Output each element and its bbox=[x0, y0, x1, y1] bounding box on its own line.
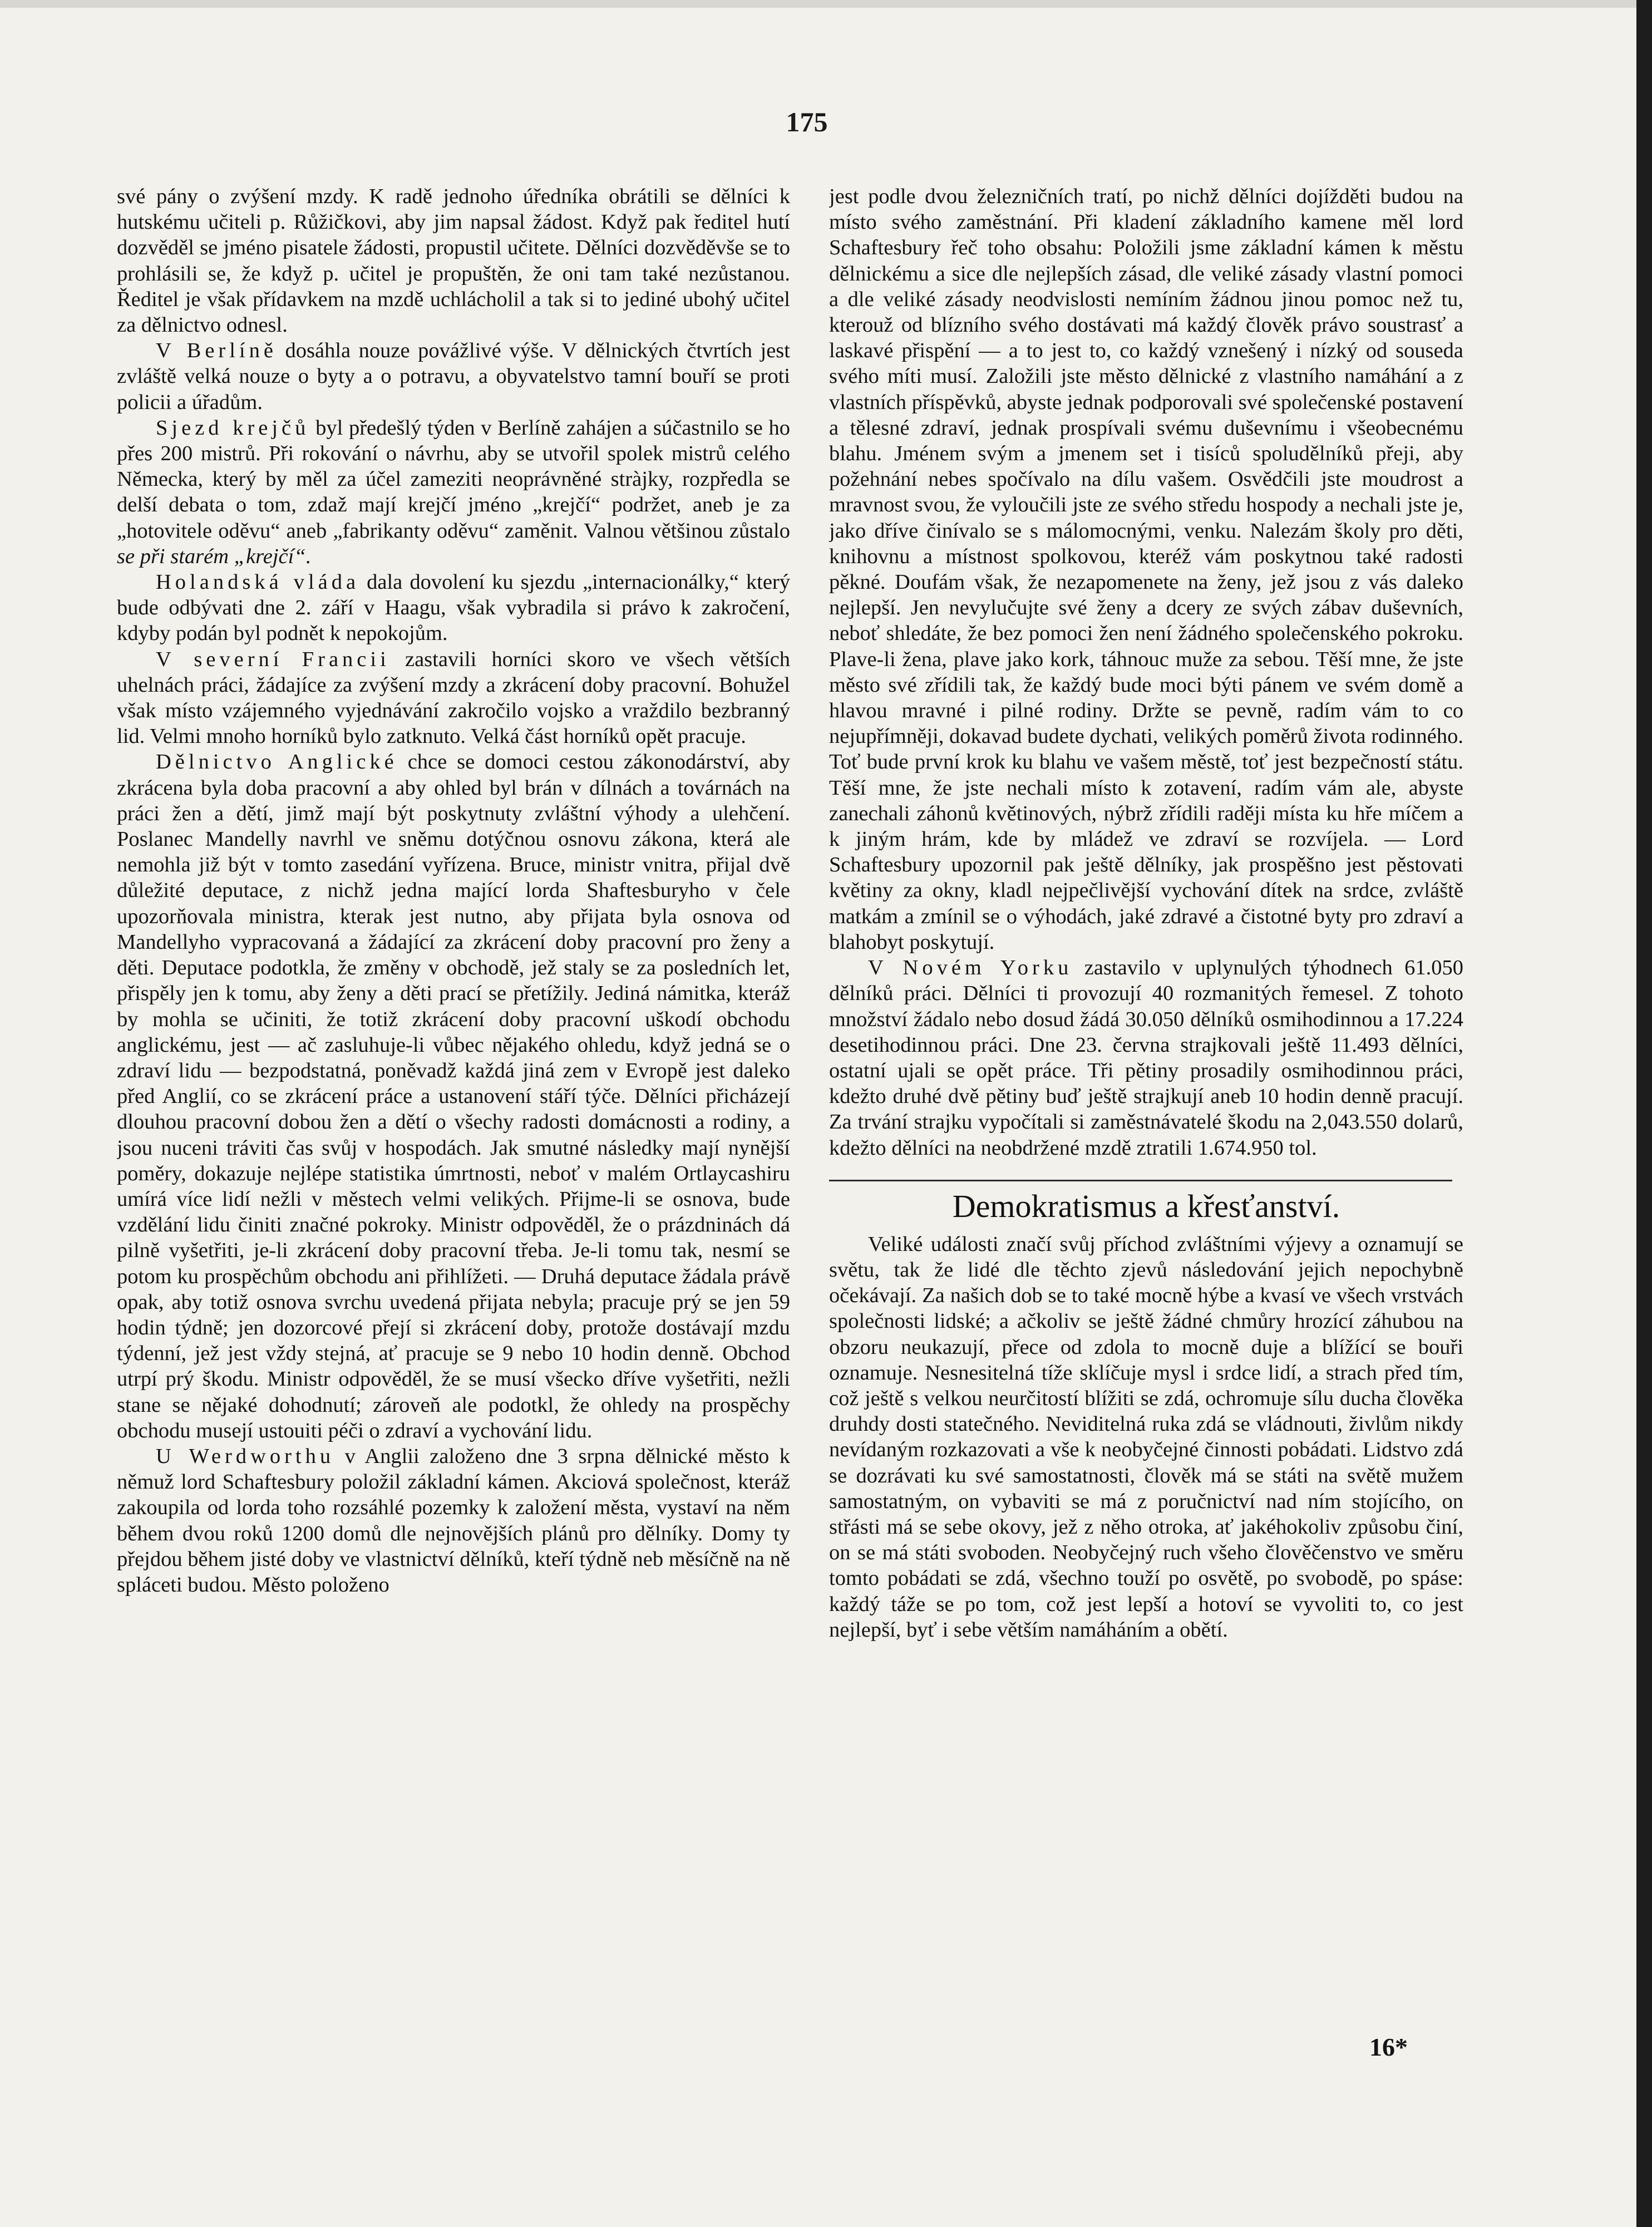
paragraph-text: zastavilo v uplynulých týhodnech 61.050 dělníků práci. Dělníci ti provozují 40 rozmanitých řemesel. Z tohoto množství žádalo nebo dosud žádá 30.050 dělníků osmihodinnou a 17.224 desetihodinnou práci. Dne 23. června strajkovali ještě 11.493 dělníci, ostatní ujali se opět práce. Tři pětiny prosadily osmihodinnou práci, kdežto druhé dvě pětiny buď ještě strajkují aneb 10 hodin denně pracují. Za trvání strajku vypočítali si zaměstnávatelé škodu na 2,043.550 dolarů, kdežto dělníci na neobdržené mzdě ztratili 1.674.950 tol. bbox=[829, 956, 1463, 1160]
signature-mark: 16* bbox=[1369, 2033, 1408, 2061]
paragraph-lead: V Novém Yorku bbox=[868, 956, 1073, 980]
paragraph-text: byl předešlý týden v Berlíně zahájen a súčastnilo se ho přes 200 mistrů. Při rokování o návrhu, aby se utvořil spolek mistrů celého Německa, který by měl za účel zameziti neoprávněné stràjky, rozpředla se delší debata o tom, zdaž mají krejčí jméno „krejčí“ podržet, aneb je za „hotovitele oděvu“ aneb „fabrikanty oděvu“ zaměnit. Valnou většinou zůstalo bbox=[117, 416, 790, 543]
paragraph-lead: V Berlíně bbox=[156, 339, 277, 363]
page-number: 175 bbox=[786, 106, 828, 137]
paragraph-text: dosáhla nouze povážlivé výše. V dělnických čtvrtích jest zvláště velká nouze o byty a o potravu, a obyvatelstvo tamní bouří se proti policii a úřadům. bbox=[117, 339, 790, 414]
paragraph-text: dala dovolení ku sjezdu „internacionálky,“ který bude odbývati dne 2. září v Haagu, však vybradila si právo k zakročení, kdyby podán byl podnět k nepokojům. bbox=[117, 570, 790, 646]
section-divider bbox=[829, 1180, 1452, 1181]
paragraph bbox=[117, 647, 790, 750]
paragraph: jest podle dvou železničních tratí, po nichž dělníci dojížděti budou na místo svého zaměstnání. Při kladení základního kamene měl lord Schaftesbury řeč toho obsahu: Položili jsme základní kámen k městu dělnickému a sice dle nejlepších zásad, dle veliké zásady vlastní pomoci a dle veliké zásady neodvislosti nemíním žádnou jinou pomoc než tu, kterouž od blízního svého dostávati má každý člověk právo soustrasť a laskavé přispění — a to jest to, co každý vznešený i nízký od souseda svého míti musí. Založili jste město dělnické z vlastního namáhání a z vlastních příspěvků, abyste jednak podporovali své společenské postavení a tělesné zdraví, jednak prospívali svému duševnímu i všeobecnému blahu. Jménem svým a jmenem set i tisíců spoludělníků přeji, aby požehnání nebes spočívalo na dílu vašem. Osvědčili jste moudrost a mravnost svou, že vyloučili jste ze svého středu hospody a nechali jste je, jako dříve činívalo se s málomocnými, venku. Nalezám školy pro děti, knihovnu a místnost spolkovou, kteréž vám poskytnou také radosti pěkné. Doufám však, že nezapomenete na ženy, jež jsou z vás daleko nejlepší. Jen nevylučujte své ženy a dcery ze svých zábav duševních, neboť shledáte, že bez pomoci žen není žádného společenského pokroku. Plave-li žena, plave jako kork, táhnouc muže za sebou. Těší mne, že jste město své zřídili tak, že každý bude moci býti pánem ve svém domě a hlavou mravné i pilné rodiny. Držte se pevně, radím vám to co nejupřímněji, dokavad budete dychati, velikých poměrů života rodinného. Toť bude první krok ku blahu ve vašem městě, toť jest bezpečností státu. Těší mne, že jste nechali místo k zotavení, radím vám ale, abyste zanechali záhonů květinových, nýbrž zřídili raději místa ku hře míčem a k jiným hrám, kde by mládež ve zdraví se rozvíjela. — Lord Schaftesbury upozornil pak ještě dělníky, jak prospěšno jest pěstovati květiny za okny, kladl nejpečlivější vychování dítek na srdce, zvláště matkám a zmínil se o výhodách, jaké zdravé a čistotné byty pro zdraví a blahobyt poskytují. bbox=[829, 185, 1463, 954]
paragraph bbox=[117, 749, 790, 1443]
paragraph-lead: V severní Francii bbox=[156, 647, 390, 671]
article-title: Demokratismus a křesťanství. bbox=[952, 1188, 1340, 1224]
scan-edge-top bbox=[0, 0, 1652, 8]
paragraph-lead: Sjezd krejčů bbox=[156, 416, 310, 440]
paragraph bbox=[829, 955, 1463, 1161]
paragraph bbox=[117, 569, 790, 647]
article-body: Veliké události značí svůj příchod zvláštními výjevy a oznamují se světu, tak že lidé dle těchto zjevů následování jejich nepochybně očekávají. Za našich dob se to také mocně hýbe a kvasí ve všech vrstvách společnosti lidské; a ačkoliv se ještě žádné chmůry hrozící záhubou na obzoru neukazují, přece od zdola to mocně duje a blížící se bouři oznamuje. Nesnesitelná tíže sklíčuje mysl i srdce lidí, a strach před tím, což ještě s velkou neurčitostí blížiti se zdá, ochromuje sílu ducha člověka druhdy dosti statečného. Neviditelná ruka zdá se vládnouti, živlům nikdy nevídaným rozkazovati a vše k neobyčejné činnosti pobádati. Lidstvo zdá se dozrávati ku své samostatnosti, člověk má se státi na světě mužem samostatným, on vybaviti se má z poručnictví nad ním stojícího, on střásti má se sebe okovy, jež z něho otroka, ať jakéhokoliv způsobu činí, on se má státi svoboden. Neobyčejný ruch všeho člověčenstvo ve směru tomto pobádati se zdá, všechno touží po osvětě, po svobodě, po spáse: každý táže se po tom, což jest lepší a hotoví se vyvoliti to, co jest nejlepší, byť i sebe větším namáháním a obětí. bbox=[829, 1232, 1463, 1642]
paragraph-text: chce se domoci cestou zákonodárství, aby zkrácena byla doba pracovní a aby ohled byl brán v dílnách a továrnách na práci žen a dětí, jimž mají být poskytnuty zvláštní výhody a ulehčení. Poslanec Mandelly navrhl ve sněmu dotýčnou osnovu zákona, která ale nemohla již být v tomto zasedání vyřízena. Bruce, ministr vnitra, přijal dvě důležité deputace, z nichž jedna mající lorda Shaftesburyho v čele upozorňovala ministra, kterak jest nutno, aby přijata byla osnova od Mandellyho vypracovaná a žádající za zkrácení doby pracovní pro ženy a děti. Deputace podotkla, že změny v obchodě, jež staly se za posledních let, přispěly jen k tomu, aby ženy a děti prací se přetížily. Jediná námitka, kteráž by mohla se učiniti, že totiž zkrácení doby pracovní uškodí obchodu anglickému, jest — ač zasluhuje-li vůbec nějakého ohledu, když jedná se o zdraví lidu — bezpodstatná, poněvadž každá jiná zem v Evropě jest daleko před Anglií, co se zkrácení práce a ustanovení stáří týče. Dělníci přicházejí dlouhou pracovní dobou žen a dětí o všechy radosti domácnosti a rodiny, a jsou nuceni tráviti čas svůj v hospodách. Jak smutné následky mají nynější poměry, dokazuje nejlépe statistika úmrtnosti, neboť v malém Ortlaycashiru umírá více lidí nežli v městech velmi velikých. Přijme-li se osnova, bude vzdělání lidu činiti značné pokroky. Ministr odpověděl, že o prázdninách dá pilně vyšetřiti, je-li zkrácení doby pracovní třeba. Je-li tomu tak, nesmí se potom ku prospěchům obchodu ani přihlížeti. — Druhá deputace žádala právě opak, aby totiž osnova svrchu uvedená přijata nebyla; pracuje prý se jen 59 hodin týdně; jen dozorcové přejí si zkrácení doby, protože dostávají mzdu týdenní, jež jest vždy stejná, ať pracuje se 9 nebo 10 hodin denně. Obchod utrpí prý škodu. Ministr odpověděl, že se musí všecko dříve vyšetřiti, nežli stane se nějaké dohodnutí; zároveň ale podotkl, že ohledy na prospěchy obchodu musejí ustouiti péči o zdraví a vychování lidu. bbox=[117, 750, 790, 1442]
left-column bbox=[117, 184, 790, 2165]
paragraph-text: v Anglii založeno dne 3 srpna dělnické město k němuž lord Schaftesbury položil základní kámen. Akciová společnost, kteráž zakoupila od lorda toho rozsáhlé pozemky k založení města, vystaví na něm během dvou roků 1200 domů dle nejnovějších plánů pro dělníky. Domy ty přejdou během jisté doby ve vlastnictví dělníků, kteří týdně neb měsíčně na ně spláceti budou. Město položeno bbox=[117, 1444, 790, 1597]
paragraph-lead: Dělnictvo Anglické bbox=[156, 750, 398, 774]
paragraph bbox=[117, 1443, 790, 1598]
paragraph-lead: U Werdworthu bbox=[156, 1444, 335, 1468]
paragraph-italic: se při starém „krejčí“. bbox=[117, 544, 312, 568]
paragraph bbox=[117, 338, 790, 415]
paragraph bbox=[117, 415, 790, 569]
paragraph-lead: Holandská vláda bbox=[156, 570, 360, 594]
scan-edge-right bbox=[1636, 0, 1652, 2227]
paragraph-text: zastavili horníci skoro ve všech větších uhelnách práci, žádajíce za zvýšení mzdy a zkrácení doby pracovní. Bohužel však místo vzájemného vyjednávání zakročilo vojsko a vraždilo bezbranný lid. Velmi mnoho horníků bylo zatknuto. Velká část horníků opět pracuje. bbox=[117, 647, 790, 748]
right-column bbox=[829, 184, 1463, 2120]
paragraph: své pány o zvýšení mzdy. K radě jednoho úředníka obrátili se dělníci k hutskému učiteli p. Růžičkovi, aby jim napsal žádost. Když pak ředitel hutí dozvěděl se jméno pisatele žádosti, propustil učitete. Dělníci dozvěděvše se to prohlásili se, že když p. učitel je propuštěn, že oni tam také nezůstanou. Ředitel je však přídavkem na mzdě uchlácholil a tak si to jediné ubohý učitel za dělnictvo odnesl. bbox=[117, 185, 790, 337]
